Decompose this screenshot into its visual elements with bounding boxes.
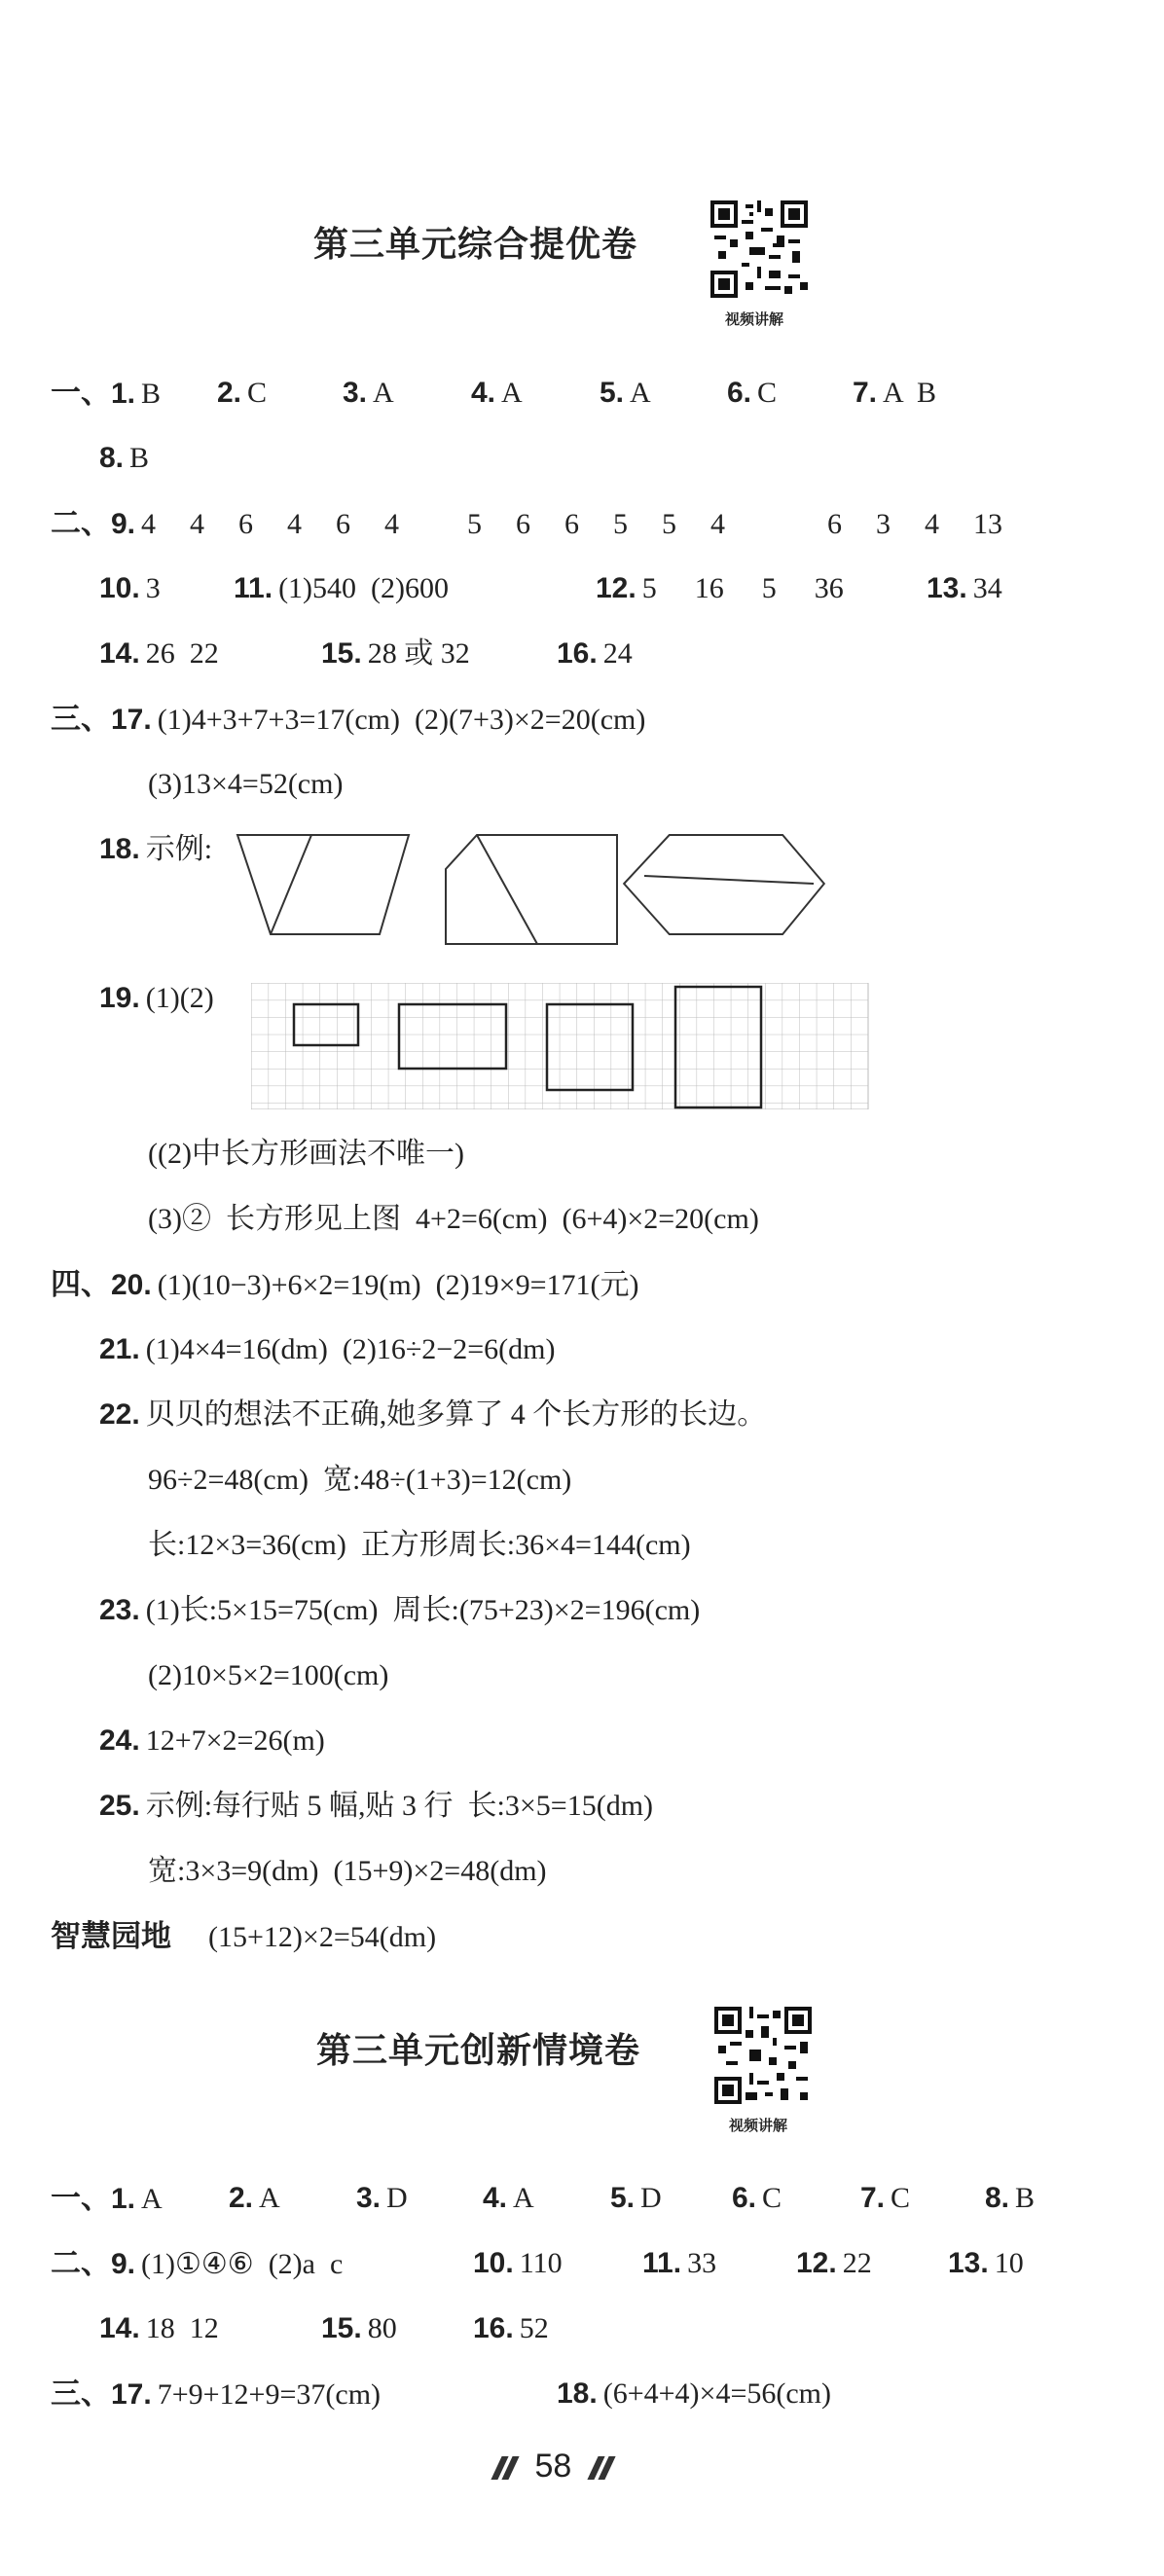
- q-num: 12.: [796, 2247, 837, 2279]
- q-num: 19.: [99, 982, 140, 1014]
- q19-part3: (3)② 长方形见上图 4+2=6(cm) (6+4)×2=20(cm): [148, 1203, 759, 1235]
- q21: [99, 1330, 555, 1369]
- answer: (1)4+3+7+3=17(cm) (2)(7+3)×2=20(cm): [157, 704, 646, 736]
- q9: [51, 504, 1002, 543]
- q-num: 10.: [99, 572, 140, 604]
- q-num: 17.: [111, 2378, 152, 2411]
- q-num: 9.: [111, 508, 136, 540]
- answer: (6+4+4)×4=56(cm): [602, 2377, 832, 2410]
- q18-shapes-figure: [234, 825, 837, 952]
- q-num: 12.: [596, 572, 637, 604]
- s2-q1: [51, 2179, 163, 2218]
- q22-line3: 长:12×3=36(cm) 正方形周长:36×4=144(cm): [148, 1529, 691, 1561]
- sheet2-title: 第三单元创新情境卷: [316, 2031, 641, 2071]
- q7: [853, 374, 936, 413]
- answer: 110: [519, 2247, 563, 2279]
- s2-q18: [557, 2375, 831, 2413]
- qr-code-icon: [710, 200, 808, 298]
- s2-q14: [99, 2309, 219, 2348]
- answer: A: [259, 2182, 280, 2214]
- answer: (1)(10−3)+6×2=19(m) (2)19×9=171(元): [157, 1269, 639, 1301]
- q-num: 3.: [356, 2182, 382, 2214]
- q11: [234, 569, 449, 608]
- section-label: 三、: [51, 2376, 111, 2412]
- answer: (1)540 (2)600: [278, 572, 450, 604]
- s2-q3: [356, 2179, 408, 2218]
- q2: [217, 374, 267, 413]
- s2-q16: [473, 2309, 549, 2348]
- q-num: 1.: [111, 2183, 136, 2215]
- q-num: 7.: [860, 2182, 886, 2214]
- q-num: 5.: [600, 377, 625, 409]
- q25: [99, 1787, 653, 1826]
- q19-note: ((2)中长方形画法不唯一): [148, 1138, 464, 1170]
- q-num: 4.: [471, 377, 496, 409]
- q-num: 3.: [343, 377, 368, 409]
- q-num: 24.: [99, 1724, 140, 1757]
- q-num: 9.: [111, 2248, 136, 2280]
- answer: 7+9+12+9=37(cm): [157, 2378, 382, 2411]
- q23: [99, 1591, 700, 1630]
- answer: B: [129, 442, 150, 474]
- answer: 贝贝的想法不正确,她多算了 4 个长方形的长边。: [145, 1398, 767, 1431]
- s2-q10: [473, 2244, 563, 2283]
- q-num: 8.: [99, 442, 125, 474]
- q14: [99, 635, 219, 673]
- section-label: 智慧园地: [51, 1919, 171, 1954]
- s2-q13: [948, 2244, 1024, 2283]
- q-num: 16.: [473, 2312, 514, 2344]
- q-num: 21.: [99, 1333, 140, 1365]
- s2-q8: [985, 2179, 1035, 2218]
- section-label: 二、: [51, 2246, 111, 2281]
- answer: 80: [367, 2312, 397, 2344]
- sheet1-title: 第三单元综合提优卷: [313, 225, 638, 265]
- q-num: 7.: [853, 377, 878, 409]
- q10: [99, 569, 161, 608]
- q22: [99, 1396, 766, 1434]
- q24: [99, 1722, 325, 1760]
- page-number-value: 58: [534, 2448, 572, 2485]
- q-num: 11.: [234, 572, 273, 604]
- q12: [596, 569, 844, 608]
- answer: C: [762, 2182, 782, 2214]
- q-num: 5.: [610, 2182, 636, 2214]
- answer: A: [630, 377, 651, 409]
- s2-q17: [51, 2375, 381, 2413]
- q-num: 14.: [99, 2312, 140, 2344]
- trapezoid-split-line: [271, 835, 311, 934]
- q-num: 15.: [321, 2312, 362, 2344]
- page-number: [494, 2447, 612, 2485]
- q-num: 6.: [732, 2182, 757, 2214]
- answer: 22: [842, 2247, 872, 2279]
- answer: C: [891, 2182, 911, 2214]
- qr-label: 视频讲解: [725, 310, 784, 328]
- hexagon-shape: [624, 835, 824, 934]
- qr-code-icon: [714, 2007, 812, 2104]
- answer: A B: [883, 377, 937, 409]
- q8: [99, 439, 149, 478]
- answer: (1)(2): [145, 982, 214, 1014]
- q-num: 18.: [99, 833, 140, 865]
- trapezoid-shape: [237, 835, 409, 934]
- answer: 52: [519, 2312, 549, 2344]
- q18: [99, 830, 212, 869]
- q5: [600, 374, 651, 413]
- answer: B: [1015, 2182, 1036, 2214]
- section-label: 一、: [51, 376, 111, 411]
- qr-label: 视频讲解: [729, 2117, 788, 2134]
- q23-part2: (2)10×5×2=100(cm): [148, 1659, 389, 1691]
- answer: 5 16 5 36: [641, 572, 844, 604]
- q-num: 11.: [642, 2247, 682, 2279]
- answer: A: [513, 2182, 534, 2214]
- answer: 4 4 6 4 6 4 5 6 6 5 5 4 6 3 4 13: [141, 508, 1003, 540]
- q13: [927, 569, 1002, 608]
- q16: [557, 635, 633, 673]
- pentagon-rect-shape: [446, 835, 617, 944]
- q-num: 13.: [948, 2247, 989, 2279]
- q19: [99, 979, 214, 1018]
- q-num: 8.: [985, 2182, 1010, 2214]
- q4: [471, 374, 523, 413]
- answer: D: [386, 2182, 408, 2214]
- q15: [321, 635, 470, 673]
- q-num: 20.: [111, 1269, 152, 1301]
- q-num: 2.: [229, 2182, 254, 2214]
- answer: 3: [145, 572, 161, 604]
- q20: [51, 1265, 638, 1304]
- q-num: 1.: [111, 378, 136, 410]
- s2-q4: [483, 2179, 534, 2218]
- q17: [51, 700, 645, 739]
- answer: B: [141, 378, 162, 410]
- section-label: 二、: [51, 506, 111, 541]
- answer: 24: [602, 637, 633, 670]
- answer: (1)①④⑥ (2)a c: [141, 2248, 344, 2280]
- s2-q5: [610, 2179, 662, 2218]
- q-num: 22.: [99, 1398, 140, 1431]
- q3: [343, 374, 394, 413]
- q-num: 17.: [111, 704, 152, 736]
- q17-part3: (3)13×4=52(cm): [148, 768, 344, 800]
- s2-q6: [732, 2179, 782, 2218]
- q-num: 14.: [99, 637, 140, 670]
- q-num: 16.: [557, 637, 598, 670]
- answer: (1)4×4=16(dm) (2)16÷2−2=6(dm): [145, 1333, 556, 1365]
- answer: 28 或 32: [367, 637, 470, 670]
- section-label: 一、: [51, 2181, 111, 2216]
- q-num: 25.: [99, 1790, 140, 1822]
- s2-q7: [860, 2179, 910, 2218]
- s2-q2: [229, 2179, 280, 2218]
- s2-q9: [51, 2244, 343, 2283]
- q25-line2: 宽:3×3=9(dm) (15+9)×2=48(dm): [148, 1855, 547, 1887]
- q-num: 6.: [727, 377, 752, 409]
- q6: [727, 374, 777, 413]
- answer: A: [373, 377, 394, 409]
- answer: 26 22: [145, 637, 219, 670]
- answer: 34: [972, 572, 1002, 604]
- answer: (15+12)×2=54(dm): [208, 1921, 437, 1953]
- answer: A: [501, 377, 523, 409]
- answer: A: [141, 2183, 163, 2215]
- answer: D: [640, 2182, 662, 2214]
- answer: 10: [994, 2247, 1024, 2279]
- answer: 12+7×2=26(m): [145, 1724, 325, 1757]
- answer: 33: [687, 2247, 717, 2279]
- q-num: 15.: [321, 637, 362, 670]
- q-num: 10.: [473, 2247, 514, 2279]
- s2-q15: [321, 2309, 397, 2348]
- answer: 18 12: [145, 2312, 219, 2344]
- q-num: 23.: [99, 1594, 140, 1626]
- section-label: 四、: [51, 1267, 111, 1302]
- answer: (1)长:5×15=75(cm) 周长:(75+23)×2=196(cm): [145, 1594, 701, 1626]
- q-num: 4.: [483, 2182, 508, 2214]
- hexagon-split-line: [644, 876, 814, 884]
- answer: 示例:: [145, 833, 213, 865]
- q22-line2: 96÷2=48(cm) 宽:48÷(1+3)=12(cm): [148, 1464, 572, 1496]
- q19-grid-figure: [251, 983, 870, 1109]
- answer: C: [247, 377, 268, 409]
- rect-split-line: [477, 835, 537, 944]
- q-num: 13.: [927, 572, 967, 604]
- wisdom-garden: [51, 1917, 436, 1956]
- answer: C: [757, 377, 778, 409]
- answer-line-1: [51, 374, 161, 413]
- section-label: 三、: [51, 702, 111, 737]
- answer: 示例:每行贴 5 幅,贴 3 行 长:3×5=15(dm): [145, 1790, 654, 1822]
- s2-q11: [642, 2244, 716, 2283]
- q-num: 18.: [557, 2377, 598, 2410]
- s2-q12: [796, 2244, 872, 2283]
- q-num: 2.: [217, 377, 242, 409]
